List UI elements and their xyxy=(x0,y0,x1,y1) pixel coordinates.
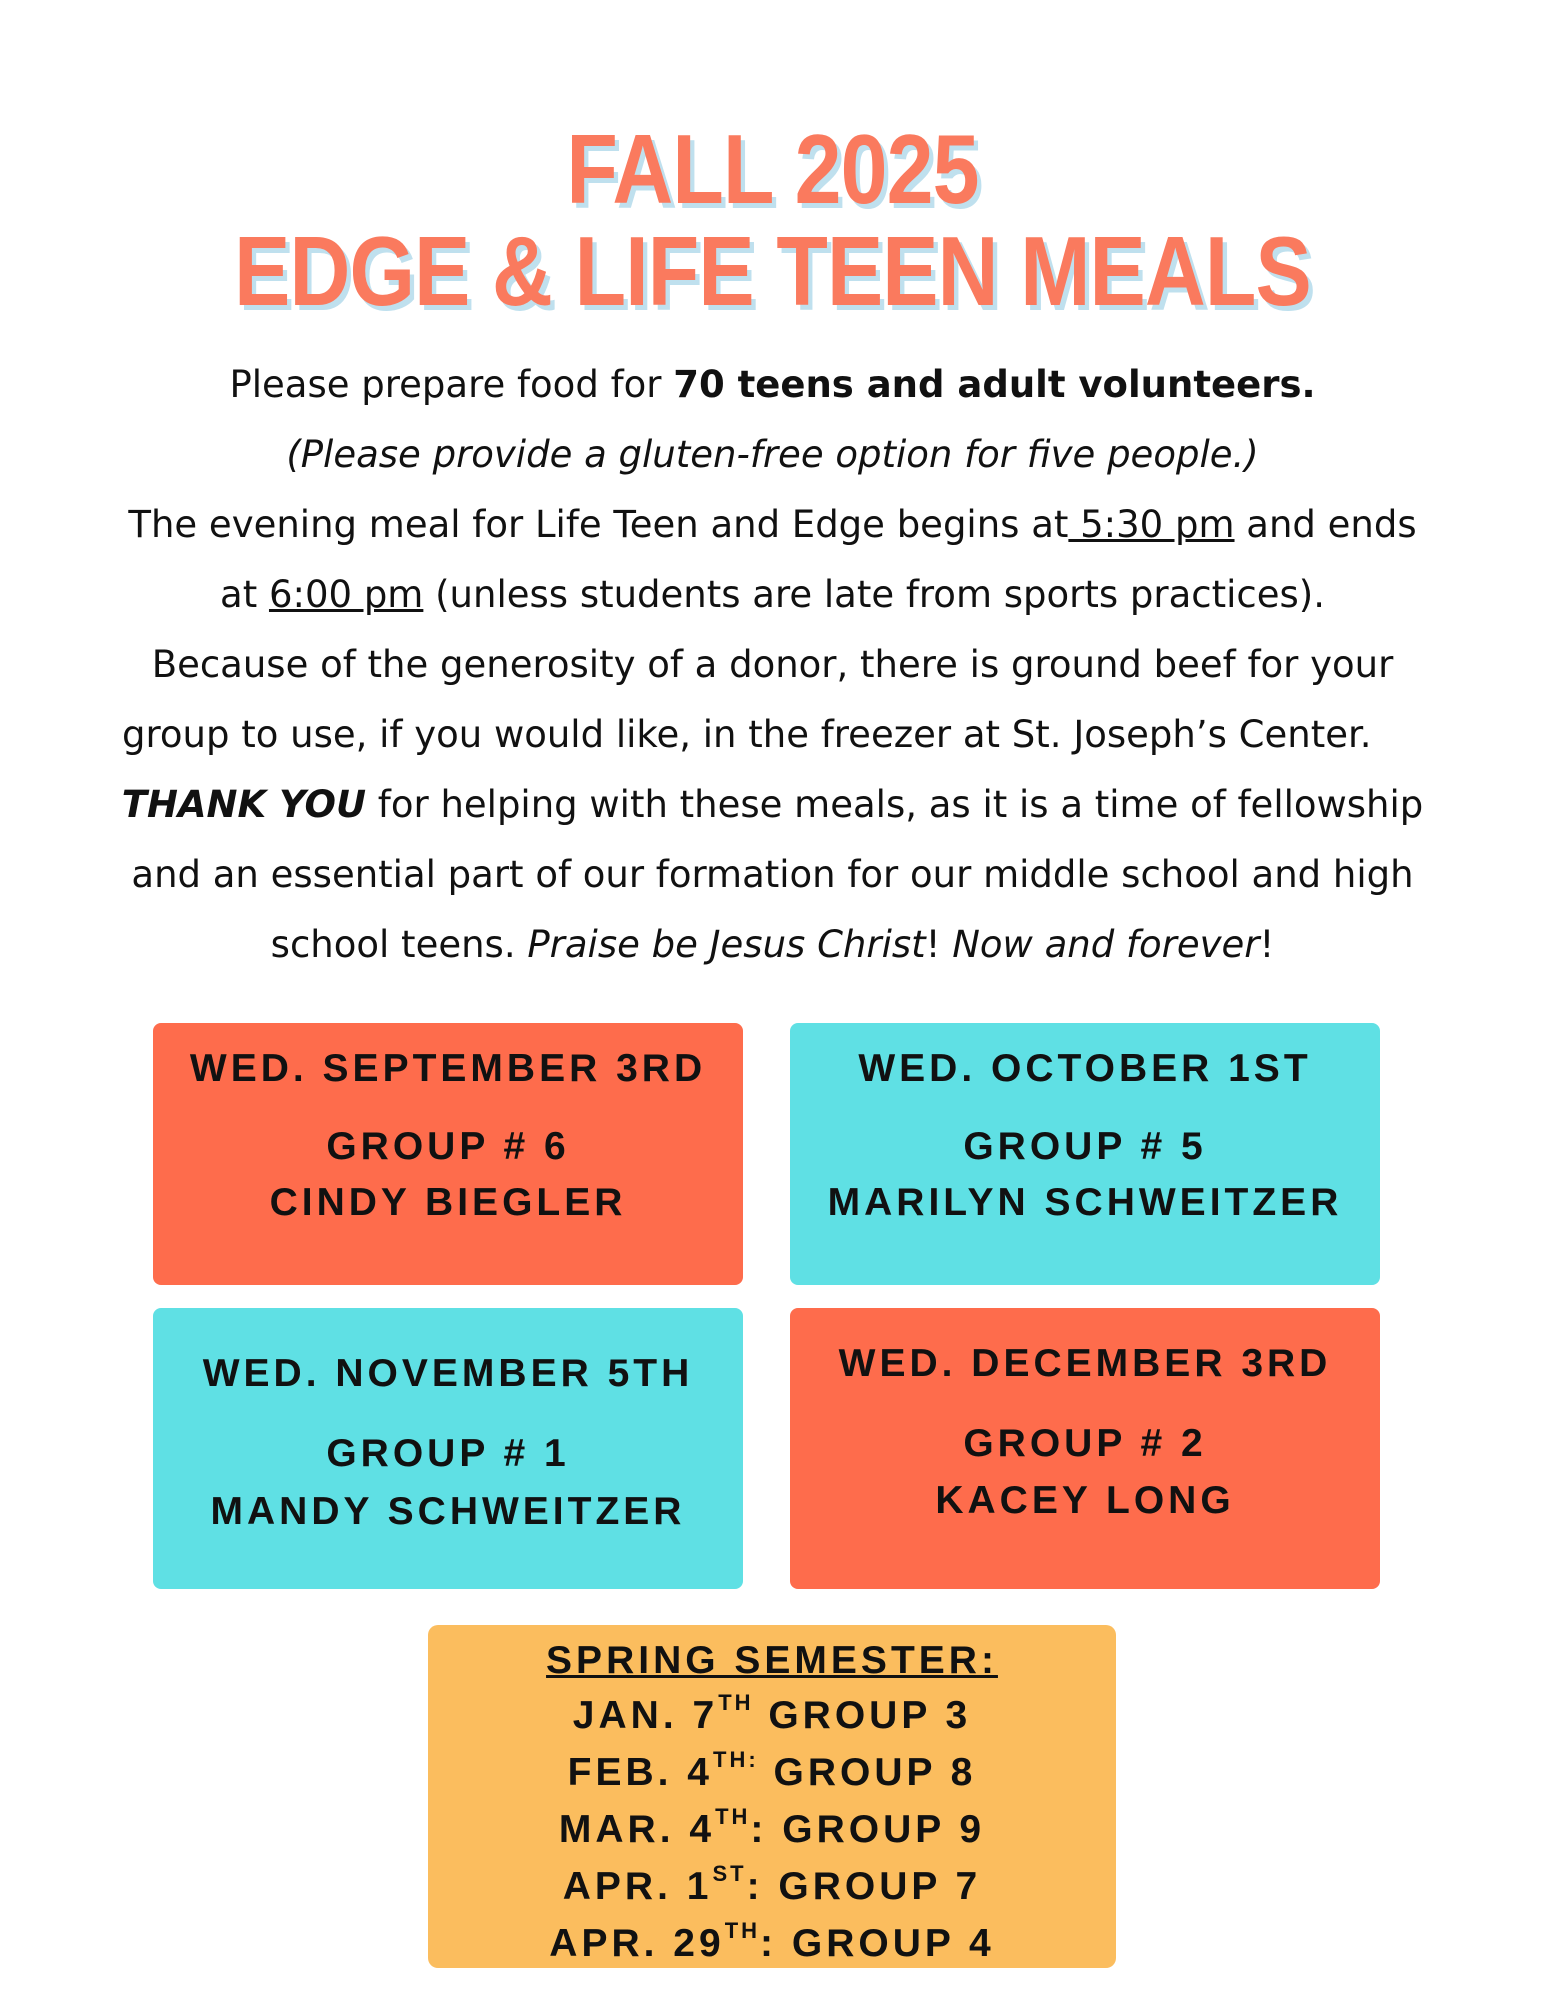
intro-text-span: Please prepare food for xyxy=(229,363,674,406)
end-time: 6:00 pm xyxy=(268,573,424,616)
intro-line xyxy=(100,910,1445,980)
meal-group: GROUP # 2 xyxy=(963,1422,1207,1465)
meal-leader: MARILYN SCHWEITZER xyxy=(827,1181,1343,1224)
intro-text-span: The evening meal for Life Teen and Edge begins at xyxy=(128,503,1069,546)
intro-text-span: and ends xyxy=(1234,503,1417,546)
meal-leader: MANDY SCHWEITZER xyxy=(210,1490,686,1533)
spring-semester-card xyxy=(428,1625,1116,1968)
intro-line xyxy=(100,770,1445,840)
intro-text-span: ! xyxy=(925,923,953,966)
praise-text: Praise be Jesus Christ xyxy=(527,923,926,966)
spring-row: MAR. 4TH: GROUP 9 xyxy=(558,1804,986,1851)
meal-date: WED. SEPTEMBER 3RD xyxy=(189,1047,707,1090)
intro-text-span: at xyxy=(220,573,269,616)
spring-row: APR. 1ST: GROUP 7 xyxy=(562,1861,982,1908)
intro-line xyxy=(100,350,1445,420)
intro-line xyxy=(100,560,1445,630)
meal-date: WED. OCTOBER 1ST xyxy=(858,1047,1312,1090)
meal-card-december xyxy=(790,1308,1380,1589)
intro-line: and an essential part of our formation for our middle school and high xyxy=(131,853,1414,896)
intro-line: Because of the generosity of a donor, there is ground beef for your xyxy=(151,643,1394,686)
meal-group: GROUP # 5 xyxy=(963,1125,1207,1168)
intro-line xyxy=(100,490,1445,560)
spring-heading: SPRING SEMESTER: xyxy=(546,1639,998,1682)
praise-text: Now and forever xyxy=(952,923,1260,966)
thank-you-text: THANK YOU xyxy=(121,783,367,826)
gluten-free-note: (Please provide a gluten-free option for five people.) xyxy=(286,433,1259,476)
spring-row: JAN. 7TH GROUP 3 xyxy=(572,1690,972,1737)
spring-row: FEB. $4^{TH:}$ GROUP 8 xyxy=(567,1747,977,1794)
meal-card-september xyxy=(153,1023,743,1285)
start-time: 5:30 pm xyxy=(1068,503,1235,546)
intro-text xyxy=(100,350,1445,980)
meal-group: GROUP # 6 xyxy=(326,1125,570,1168)
intro-text-span: (unless students are late from sports practices). xyxy=(423,573,1325,616)
meal-date: WED. NOVEMBER 5TH xyxy=(202,1352,694,1395)
spring-row: APR. 29TH: GROUP 4 xyxy=(549,1918,995,1965)
headcount-text: 70 teens and adult volunteers. xyxy=(673,363,1316,406)
title-line-1: FALL 2025 xyxy=(566,114,979,224)
intro-line xyxy=(100,420,1445,490)
meal-card-november xyxy=(153,1308,743,1589)
intro-text-span: ! xyxy=(1259,923,1275,966)
intro-text-span: for helping with these meals, as it is a time of fellowship xyxy=(366,783,1424,826)
intro-text-span: school teens. xyxy=(270,923,528,966)
meal-card-october xyxy=(790,1023,1380,1285)
intro-line: group to use, if you would like, in the freezer at St. Joseph’s Center. xyxy=(122,713,1372,756)
meal-leader: CINDY BIEGLER xyxy=(269,1181,627,1224)
meal-leader: KACEY LONG xyxy=(935,1479,1235,1522)
meal-date: WED. DECEMBER 3RD xyxy=(838,1342,1332,1385)
meal-group: GROUP # 1 xyxy=(326,1432,570,1475)
title-line-2: EDGE & LIFE TEEN MEALS xyxy=(234,216,1311,326)
